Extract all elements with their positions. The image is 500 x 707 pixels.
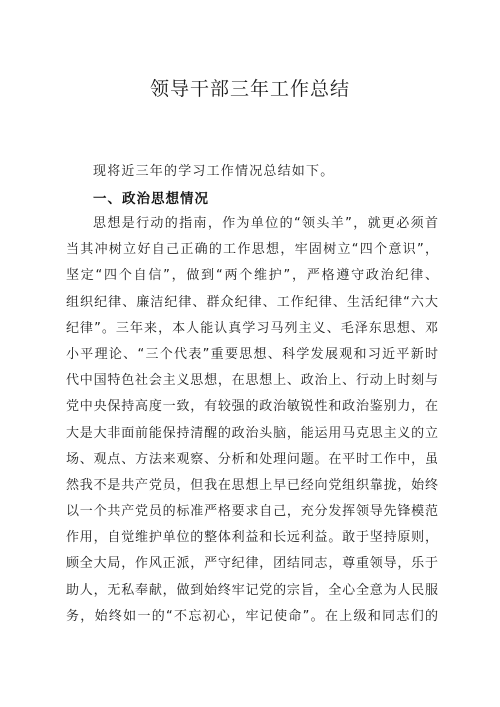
paragraph-line: 助人，无私奉献，做到始终牢记党的宗旨，全心全意为人民服	[66, 582, 438, 598]
paragraph-line: 当其冲树立好自己正确的工作思想，牢固树立“四个意识”，	[66, 242, 438, 258]
paragraph-line: 代中国特色社会主义思想，在思想上、政治上、行动上时刻与	[66, 373, 438, 389]
body-paragraph	[66, 211, 438, 630]
paragraph-line: 大是大非面前能保持清醒的政治头脑，能运用马克思主义的立	[66, 425, 438, 441]
paragraph-line: 党中央保持高度一致，有较强的政治敏锐性和政治鉴别力，在	[66, 399, 438, 415]
intro-sentence: 现将近三年的学习工作情况总结如下。	[93, 164, 335, 179]
document-title: 领导干部三年工作总结	[149, 78, 350, 100]
paragraph-line: 务，始终如一的“不忘初心，牢记使命”。在上级和同志们的	[66, 608, 438, 624]
paragraph-line: 作用，自觉维护单位的整体利益和长远利益。敢于坚持原则，	[66, 530, 438, 546]
paragraph-line: 坚定“四个自信”，做到“两个维护”，严格遵守政治纪律、	[66, 268, 438, 284]
paragraph-line: 思想是行动的指南，作为单位的“领头羊”，就更必须首	[93, 216, 438, 231]
paragraph-line: 顾全大局，作风正派，严守纪律，团结同志，尊重领导，乐于	[66, 556, 438, 572]
paragraph-line: 以一个共产党员的标准严格要求自己，充分发挥领导先锋模范	[66, 504, 438, 520]
paragraph-line: 组织纪律、廉洁纪律、群众纪律、工作纪律、生活纪律“六大	[66, 294, 438, 310]
paragraph-line: 场、观点、方法来观察、分析和处理问题。在平时工作中，虽	[66, 451, 438, 467]
paragraph-line: 纪律”。三年来，本人能认真学习马列主义、毛泽东思想、邓	[66, 320, 438, 336]
paragraph-line: 小平理论、“三个代表”重要思想、科学发展观和习近平新时	[66, 346, 438, 362]
paragraph-line: 然我不是共产党员，但我在思想上早已经向党组织靠拢，始终	[66, 477, 438, 493]
section-heading: 一、政治思想情况	[93, 191, 209, 207]
